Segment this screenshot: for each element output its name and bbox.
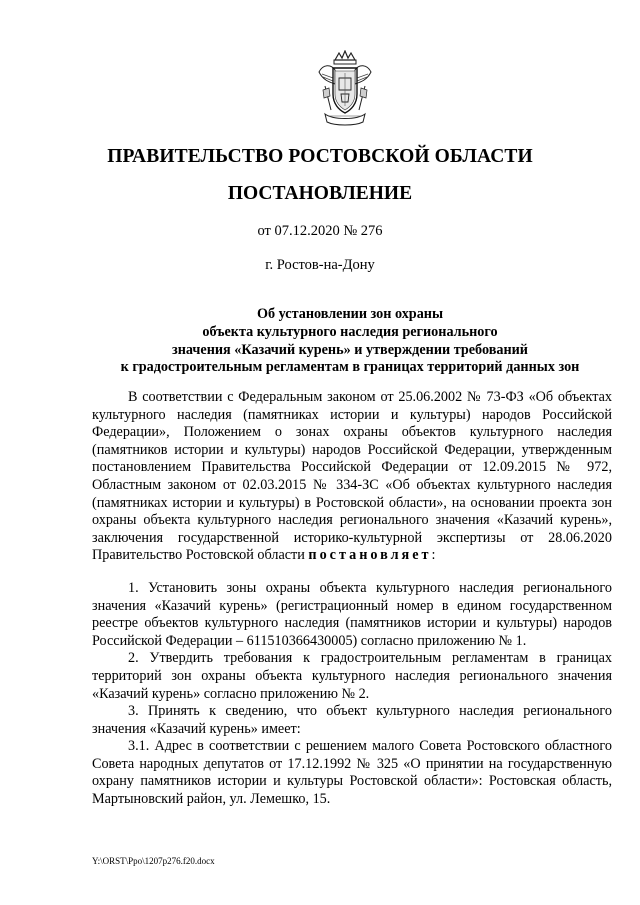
title-line: Об установлении зон охраны <box>256 306 444 322</box>
file-path-footer: Y:\ORST\Ppo\1207p276.f20.docx <box>92 856 215 866</box>
preamble-end: : <box>431 547 436 564</box>
city: г. Ростов-на-Дону <box>265 257 375 273</box>
list-item: 3.1. Адрес в соответствии с решением малого Совета Ростовского областного Совета народных депутатов от 17.12.1992 № 325 «О принятии на государственную охрану памятников истории и культуры Ростовской области»: Ростовская область, Мартыновский район, ул. Лемешко, 15. <box>92 738 612 808</box>
document-type: ПОСТАНОВЛЕНИЕ <box>227 183 413 204</box>
title-line: объекта культурного наследия регионального <box>202 323 498 340</box>
title-line: к градостроительным регламентам в границах территорий данных зон <box>120 359 580 376</box>
preamble-paragraph <box>92 389 612 565</box>
date-and-number: от 07.12.2020 № 276 <box>257 223 383 239</box>
list-item: 2. Утвердить требования к градостроительным регламентам в границах территорий зон охраны объекта культурного наследия регионального значения «Казачий курень» согласно приложению № 2. <box>92 650 612 702</box>
list-item: 3. Принять к сведению, что объект культурного наследия регионального значения «Казачий курень» имеет: <box>92 703 612 737</box>
title-line: значения «Казачий курень» и утверждении требований <box>172 341 528 358</box>
preamble-text: В соответствии с Федеральным законом от 25.06.2002 № 73-ФЗ «Об объектах культурного наследия (памятниках истории и культуры) народов Российской Федерации», Положением о зонах охраны объектов культурного наследия (памятников истории и культуры) народов Российской Федерации, утвержденным постановлением Правительства Российской Федерации от 12.09.2015 № 972, Областным законом от 02.03.2015 № 334-ЗС «Об объектах культурного наследия (памятниках истории и культуры) в Ростовской области», на основании проекта зон охраны объекта культурного наследия регионального значения «Казачий курень», заключения государственной историко-культурной экспертизы от 28.06.2020 Правительство Ростовской области <box>92 389 612 564</box>
document-title <box>60 306 640 377</box>
coat-of-arms-icon <box>313 50 377 128</box>
document-body <box>92 389 612 809</box>
list-item: 1. Установить зоны охраны объекта культурного наследия регионального значения «Казачий курень» (регистрационный номер в едином государственном реестре объектов культурного наследия (памятников истории и культуры) народов Российской Федерации – 611510366430005) согласно приложению № 1. <box>92 579 612 649</box>
organization-name: ПРАВИТЕЛЬСТВО РОСТОВСКОЙ ОБЛАСТИ <box>107 146 533 167</box>
decree-word: постановляет <box>308 547 432 564</box>
